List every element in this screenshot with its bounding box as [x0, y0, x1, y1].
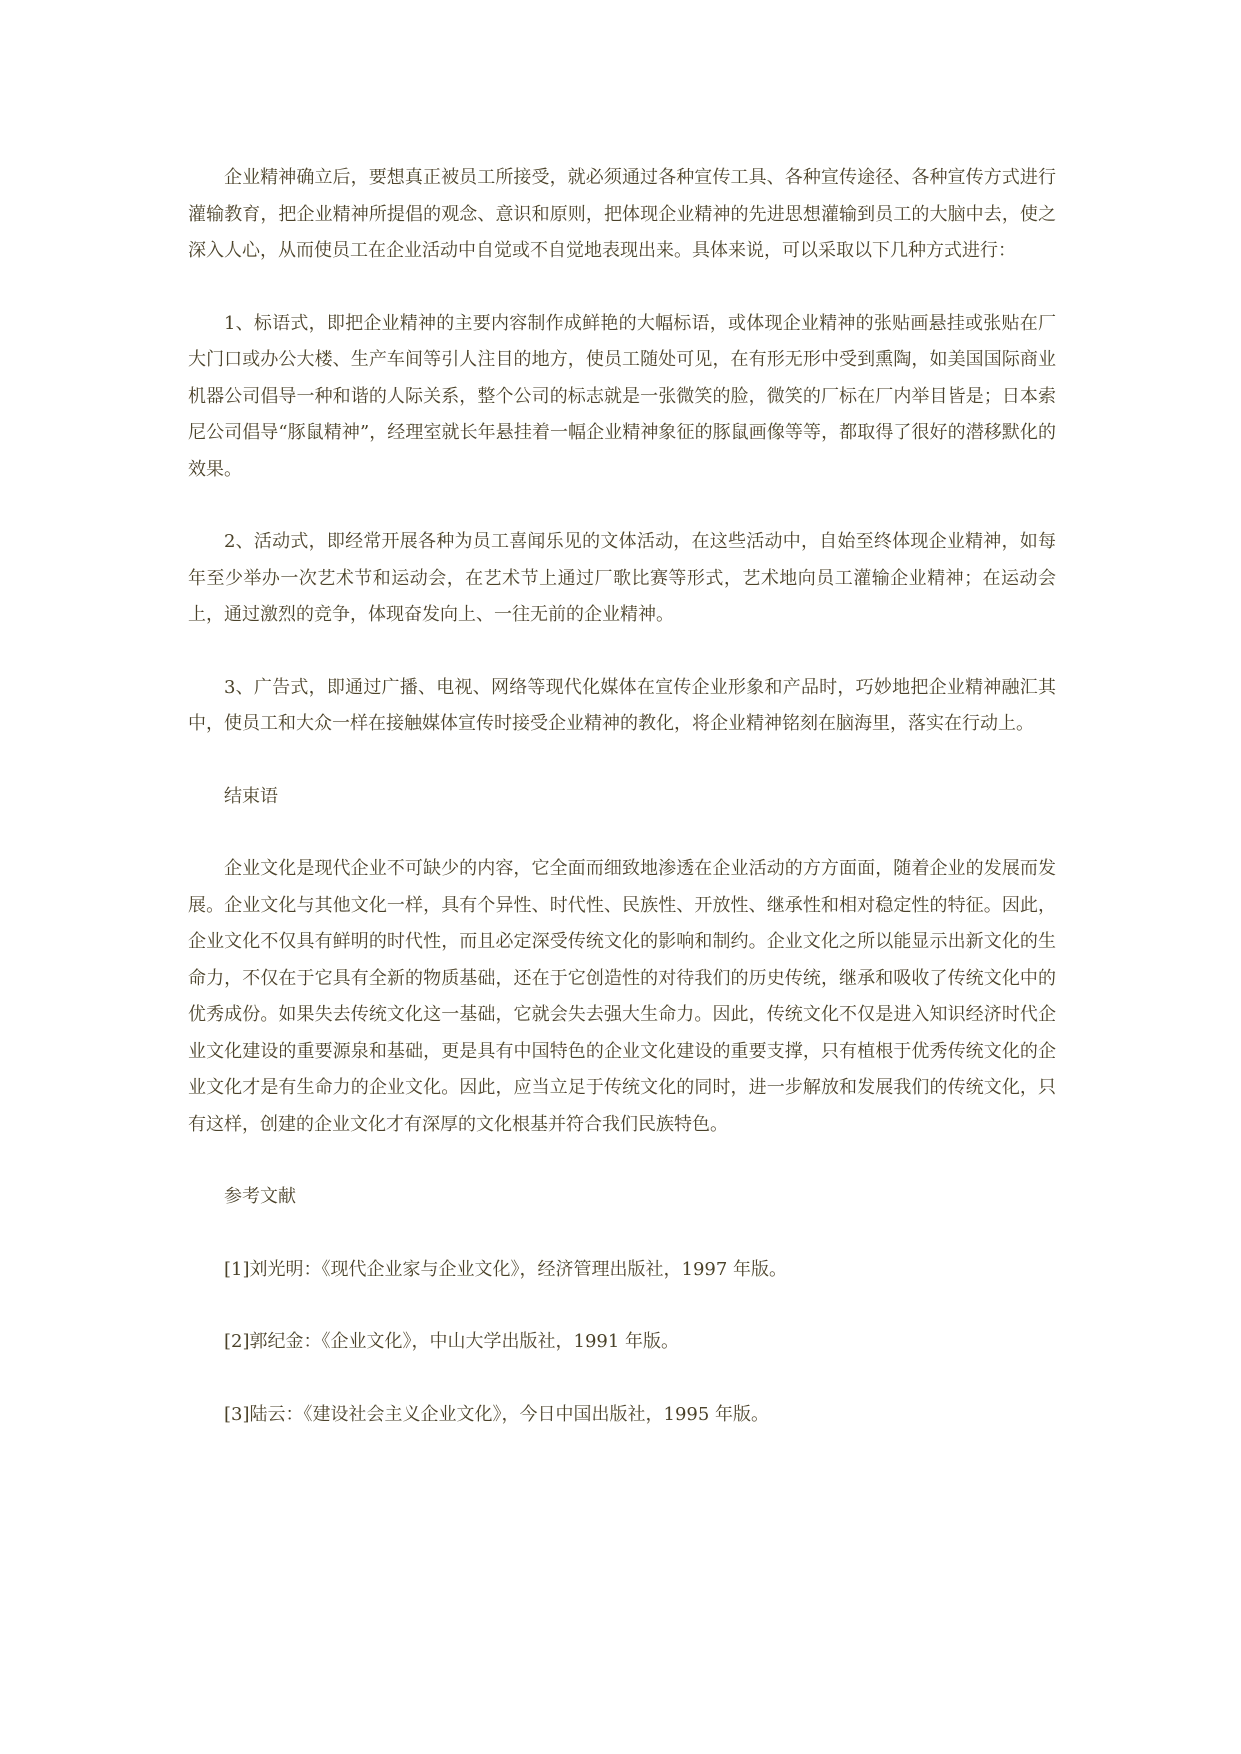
- method-item-activity: 2、活动式，即经常开展各种为员工喜闻乐见的文体活动，在这些活动中，自始至终体现企业精神，如每年至少举办一次艺术节和运动会，在艺术节上通过厂歌比赛等形式，艺术地向员工灌输企业精神；在运动会上，通过激烈的竞争，体现奋发向上、一往无前的企业精神。: [188, 531, 1056, 625]
- intro-paragraph: 企业精神确立后，要想真正被员工所接受，就必须通过各种宣传工具、各种宣传途径、各种宣传方式进行灌输教育，把企业精神所提倡的观念、意识和原则，把体现企业精神的先进思想灌输到员工的大脑中去，使之深入人心，从而使员工在企业活动中自觉或不自觉地表现出来。具体来说，可以采取以下几种方式进行：: [188, 167, 1056, 261]
- reference-item: [1]刘光明：《现代企业家与企业文化》，经济管理出版社，1997 年版。: [224, 1258, 788, 1280]
- document-page: [188, 160, 1056, 1469]
- reference-item: [3]陆云：《建设社会主义企业文化》，今日中国出版社，1995 年版。: [224, 1403, 770, 1425]
- method-item-slogan: 1、标语式，即把企业精神的主要内容制作成鲜艳的大幅标语，或体现企业精神的张贴画悬挂或张贴在厂大门口或办公大楼、生产车间等引人注目的地方，使员工随处可见，在有形无形中受到熏陶，如美国国际商业机器公司倡导一种和谐的人际关系，整个公司的标志就是一张微笑的脸，微笑的厂标在厂内举目皆是；日本索尼公司倡导“豚鼠精神”，经理室就长年悬挂着一幅企业精神象征的豚鼠画像等等，都取得了很好的潜移默化的效果。: [188, 312, 1056, 480]
- conclusion-paragraph: 企业文化是现代企业不可缺少的内容，它全面而细致地渗透在企业活动的方方面面，随着企业的发展而发展。企业文化与其他文化一样，具有个异性、时代性、民族性、开放性、继承性和相对稳定性的特征。因此，企业文化不仅具有鲜明的时代性，而且必定深受传统文化的影响和制约。企业文化之所以能显示出新文化的生命力，不仅在于它具有全新的物质基础，还在于它创造性的对待我们的历史传统，继承和吸收了传统文化中的优秀成份。如果失去传统文化这一基础，它就会失去强大生命力。因此，传统文化不仅是进入知识经济时代企业文化建设的重要源泉和基础，更是具有中国特色的企业文化建设的重要支撑，只有植根于优秀传统文化的企业文化才是有生命力的企业文化。因此，应当立足于传统文化的同时，进一步解放和发展我们的传统文化，只有这样，创建的企业文化才有深厚的文化根基并符合我们民族特色。: [188, 858, 1056, 1135]
- method-item-advertising: 3、广告式，即通过广播、电视、网络等现代化媒体在宣传企业形象和产品时，巧妙地把企业精神融汇其中，使员工和大众一样在接触媒体宣传时接受企业精神的教化，将企业精神铭刻在脑海里，落实在行动上。: [188, 676, 1056, 734]
- reference-item: [2]郭纪金：《企业文化》，中山大学出版社，1991 年版。: [224, 1331, 680, 1352]
- conclusion-heading: 结束语: [224, 785, 278, 807]
- references-heading: 参考文献: [224, 1186, 296, 1207]
